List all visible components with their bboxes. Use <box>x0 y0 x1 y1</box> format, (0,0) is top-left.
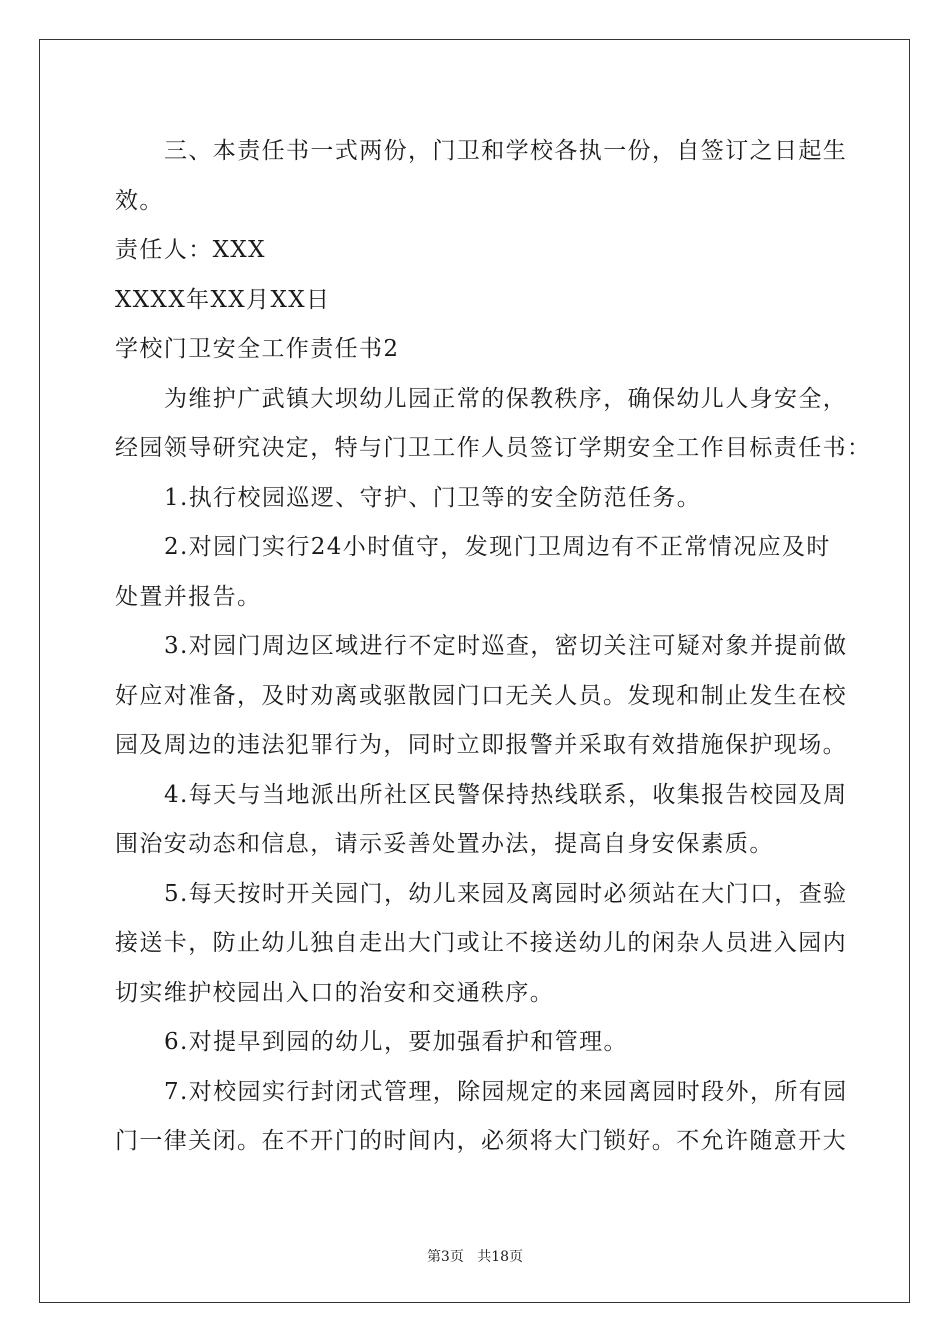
page-footer <box>0 1246 950 1266</box>
paragraph-line: 接送卡，防止幼儿独自走出大门或让不接送幼儿的闲杂人员进入园内 <box>115 930 847 956</box>
paragraph-line: 围治安动态和信息，请示妥善处置办法，提高自身安保素质。 <box>115 831 774 857</box>
paragraph-line: 效。 <box>115 187 164 214</box>
paragraph-line: 为维护广武镇大坝幼儿园正常的保教秩序，确保幼儿人身安全， <box>164 385 848 412</box>
list-item: 5.每天按时开关园门，幼儿来园及离园时必须站在大门口，查验 <box>164 880 848 907</box>
date-line: XXXX年XX月XX日 <box>115 286 331 313</box>
page-total: 共18页 <box>477 1249 524 1265</box>
paragraph-line: 门一律关闭。在不开门的时间内，必须将大门锁好。不允许随意开大 <box>115 1128 847 1154</box>
paragraph-line: 好应对准备，及时劝离或驱散园门口无关人员。发现和制止发生在校 <box>115 682 847 709</box>
list-item: 1.执行校园巡逻、守护、门卫等的安全防范任务。 <box>164 484 702 511</box>
list-item: 2.对园门实行24小时值守，发现门卫周边有不正常情况应及时 <box>164 534 831 560</box>
paragraph-line: 处置并报告。 <box>115 583 262 610</box>
page-number: 第3页 <box>426 1249 464 1265</box>
paragraph-line: 切实维护校园出入口的治安和交通秩序。 <box>115 979 555 1006</box>
document-body <box>115 127 872 1167</box>
paragraph-line: 园及周边的违法犯罪行为，同时立即报警并采取有效措施保护现场。 <box>115 732 847 758</box>
signature-line: 责任人：XXX <box>115 237 266 263</box>
list-item: 6.对提早到园的幼儿，要加强看护和管理。 <box>164 1029 628 1055</box>
list-item: 3.对园门周边区域进行不定时巡查，密切关注可疑对象并提前做 <box>164 633 848 659</box>
paragraph-line: 三、本责任书一式两份，门卫和学校各执一份，自签订之日起生 <box>164 138 848 164</box>
list-item: 4.每天与当地派出所社区民警保持热线联系，收集报告校园及周 <box>164 781 848 808</box>
list-item: 7.对校园实行封闭式管理，除园规定的来园离园时段外，所有园 <box>164 1078 848 1105</box>
paragraph-line: 经园领导研究决定，特与门卫工作人员签订学期安全工作目标责任书： <box>115 435 872 461</box>
section-title: 学校门卫安全工作责任书2 <box>115 336 400 362</box>
